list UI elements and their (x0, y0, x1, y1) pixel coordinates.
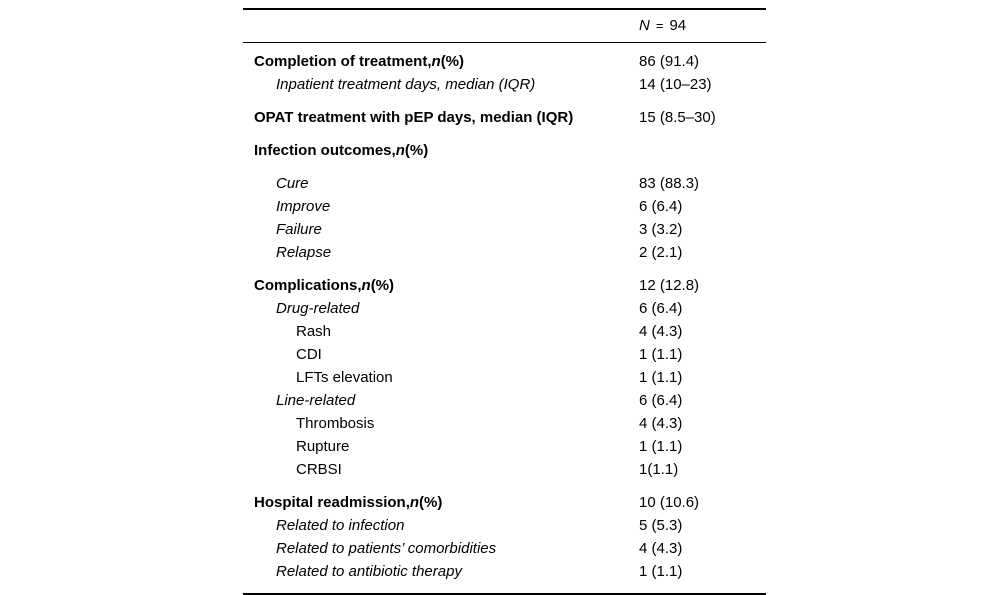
row-value: 6 (6.4) (639, 198, 683, 215)
row-label-text: Hospital readmission, (254, 494, 410, 511)
table-row (243, 412, 766, 435)
header-equals: = (655, 18, 664, 33)
table-row (243, 172, 766, 195)
row-label (243, 139, 639, 162)
row-label-suffix: (%) (440, 53, 465, 70)
row-label-text: Related to infection (276, 517, 405, 534)
table-body (243, 9, 766, 595)
row-spacer (243, 264, 766, 274)
row-spacer (243, 96, 766, 106)
row-label (243, 195, 639, 218)
row-label-text: OPAT treatment with pEP days, median (IQR) (254, 109, 574, 126)
row-label-emphasis: n (361, 277, 371, 294)
row-label-text: Rash (296, 323, 332, 340)
row-label (243, 43, 639, 73)
row-label (243, 435, 639, 458)
row-value: 1(1.1) (639, 461, 679, 478)
row-label-emphasis: n (395, 142, 405, 159)
table-row (243, 195, 766, 218)
table-row (243, 435, 766, 458)
table-row (243, 491, 766, 514)
table-row (243, 43, 766, 73)
row-value: 5 (5.3) (639, 517, 683, 534)
row-spacer (243, 162, 766, 172)
row-label (243, 73, 639, 96)
row-label (243, 343, 639, 366)
row-value: 14 (10–23) (639, 76, 712, 93)
row-label-text: Thrombosis (296, 415, 375, 432)
row-value: 10 (10.6) (639, 494, 700, 511)
table-row (243, 537, 766, 560)
row-value: 83 (88.3) (639, 175, 700, 192)
row-label (243, 458, 639, 481)
row-label (243, 491, 639, 514)
table-row (243, 389, 766, 412)
row-label-text: Related to patients’ comorbidities (276, 540, 497, 557)
outcomes-table (243, 8, 766, 595)
table-row (243, 458, 766, 481)
table-row (243, 320, 766, 343)
row-label-suffix: (%) (370, 277, 395, 294)
row-value: 1 (1.1) (639, 369, 683, 386)
row-label (243, 218, 639, 241)
row-label (243, 172, 639, 195)
table-row (243, 366, 766, 389)
table-row (243, 297, 766, 320)
row-label-text: Complications, (254, 277, 362, 294)
row-label-emphasis: n (431, 53, 441, 70)
row-spacer (243, 129, 766, 139)
row-value: 3 (3.2) (639, 221, 683, 238)
row-label (243, 560, 639, 583)
table-row (243, 139, 766, 162)
header-n-symbol: N (639, 17, 650, 34)
table-row (243, 514, 766, 537)
row-label-text: Related to antibiotic therapy (276, 563, 462, 580)
header-n-cell (639, 10, 766, 43)
row-label-text: Cure (276, 175, 309, 192)
row-value: 12 (12.8) (639, 277, 700, 294)
row-label (243, 297, 639, 320)
row-label-text: Failure (276, 221, 322, 238)
row-label (243, 514, 639, 537)
table-row (243, 218, 766, 241)
row-label-text: Inpatient treatment days, median (IQR) (276, 76, 536, 93)
row-label (243, 320, 639, 343)
row-label-text: CRBSI (296, 461, 342, 478)
row-label (243, 412, 639, 435)
row-value: 1 (1.1) (639, 563, 683, 580)
row-label (243, 274, 639, 297)
row-label-text: Completion of treatment, (254, 53, 432, 70)
row-value: 6 (6.4) (639, 300, 683, 317)
row-label (243, 106, 639, 129)
row-spacer (243, 583, 766, 594)
table-row (243, 560, 766, 583)
row-label-text: Relapse (276, 244, 332, 261)
row-value: 86 (91.4) (639, 53, 700, 70)
row-value: 1 (1.1) (639, 346, 683, 363)
table-header-row (243, 10, 766, 43)
row-spacer (243, 481, 766, 491)
table-row (243, 106, 766, 129)
row-label-text: LFTs elevation (296, 369, 393, 386)
row-label (243, 389, 639, 412)
table-row (243, 241, 766, 264)
row-label (243, 366, 639, 389)
row-label-emphasis: n (409, 494, 420, 511)
header-n-value: 94 (669, 17, 687, 34)
outcomes-table-container (243, 8, 766, 595)
row-value: 2 (2.1) (639, 244, 683, 261)
row-label-text: Infection outcomes, (254, 142, 396, 159)
row-label-text: CDI (296, 346, 322, 363)
row-value: 15 (8.5–30) (639, 109, 716, 126)
table-row (243, 274, 766, 297)
row-label-text: Drug-related (276, 300, 360, 317)
row-value: 4 (4.3) (639, 323, 683, 340)
row-label-text: Rupture (296, 438, 350, 455)
header-label-cell (243, 10, 639, 43)
row-value: 4 (4.3) (639, 540, 683, 557)
row-label-text: Line-related (276, 392, 356, 409)
row-value: 1 (1.1) (639, 438, 683, 455)
table-row (243, 343, 766, 366)
row-label-suffix: (%) (419, 494, 443, 511)
row-label (243, 537, 639, 560)
row-label (243, 241, 639, 264)
row-value (639, 139, 766, 162)
row-value: 4 (4.3) (639, 415, 683, 432)
table-row (243, 73, 766, 96)
row-value: 6 (6.4) (639, 392, 683, 409)
row-label-suffix: (%) (404, 142, 429, 159)
row-label-text: Improve (276, 198, 331, 215)
